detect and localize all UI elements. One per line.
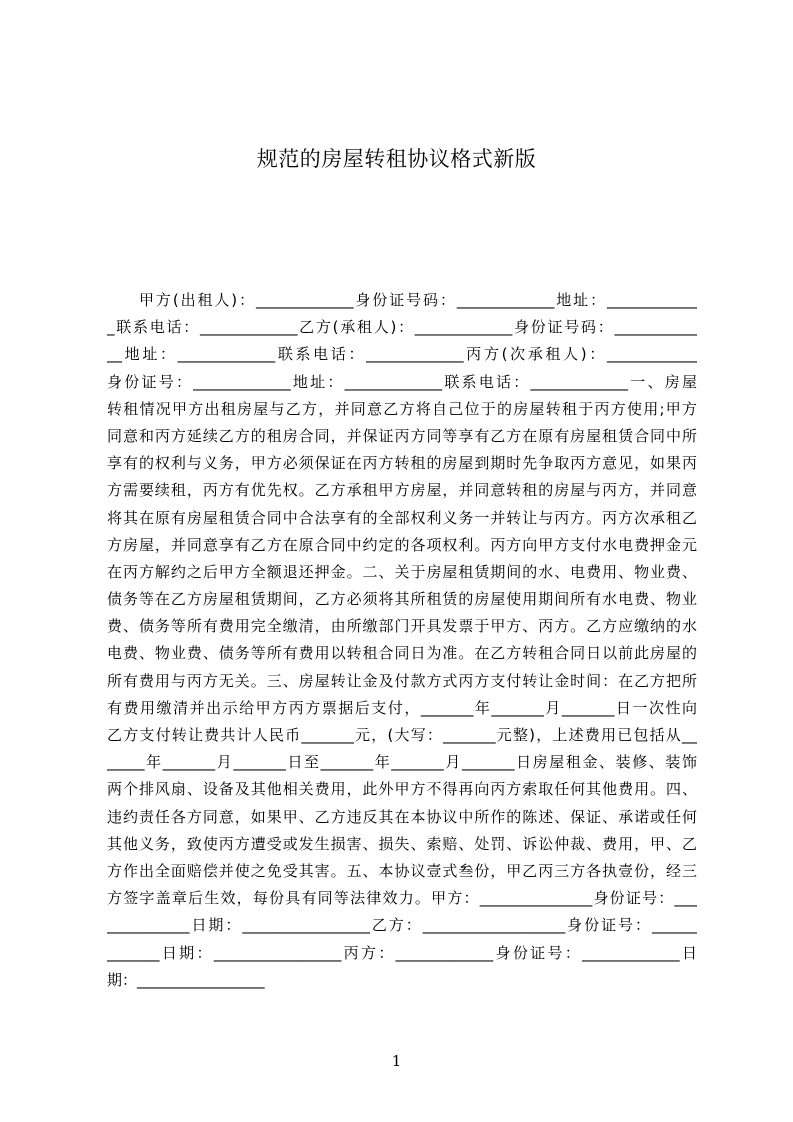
text-line: 其他义务，致使丙方遭受或发生损害、损失、索赔、处罚、诉讼仲裁、费用，甲、乙 bbox=[107, 834, 697, 853]
text-line: 享有的权利与义务，甲方必须保证在丙方转租的房屋到期时先争取丙方意见，如果丙 bbox=[107, 454, 697, 473]
text-line: 方需要续租，丙方有优先权。乙方承租甲方房屋，并同意转租的房屋与丙方，并同意 bbox=[107, 481, 697, 500]
text-line: 同意和丙方延续乙方的租房合同，并保证丙方同等享有乙方在原有房屋租赁合同中所 bbox=[107, 426, 697, 445]
text-line: 债务等在乙方房屋租赁期间，乙方必须将其所租赁的房屋使用期间所有水电费、物业 bbox=[107, 590, 697, 609]
text-line: 违约责任各方同意，如果甲、乙方违反其在本协议中所作的陈述、保证、承诺或任何 bbox=[107, 807, 697, 826]
text-line: 在丙方解约之后甲方全额退还押金。二、关于房屋租赁期间的水、电费用、物业费、 bbox=[107, 562, 697, 581]
agreement-body bbox=[107, 287, 697, 994]
text-line: __地址：_____________联系电话：_____________丙方(次承租人)：____________ bbox=[107, 345, 697, 364]
text-line: 两个排风扇、设备及其他相关费用，此外甲方不得再向丙方索取任何其他费用。四、 bbox=[107, 780, 697, 799]
text-line: 乙方支付转让费共计人民币_______元，(大写：_______元整)，上述费用已包括从__ bbox=[107, 726, 697, 744]
text-line: ___________日期：_________________乙方：___________________身份证号：______ bbox=[107, 916, 697, 935]
text-line: _联系电话：_____________乙方(承租人)：_____________身份证号码：___________ bbox=[107, 318, 697, 337]
text-line: 方房屋，并同意享有乙方在原合同中约定的各项权利。丙方向甲方支付水电费押金元 bbox=[107, 535, 697, 554]
page-number: 1 bbox=[391, 1052, 402, 1070]
text-line: 转租情况甲方出租房屋与乙方，并同意乙方将自己位于的房屋转租于丙方使用;甲方 bbox=[107, 399, 697, 418]
page-title: 规范的房屋转租协议格式新版 bbox=[256, 147, 537, 171]
text-line: 将其在原有房屋租赁合同中合法享有的全部权利义务一并转让与丙方。丙方次承租乙 bbox=[107, 508, 697, 527]
text-line: 身份证号：_____________地址：_____________联系电话：_____________一、房屋 bbox=[107, 372, 697, 391]
text-line: 期：_________________ bbox=[107, 970, 265, 989]
text-line: 费、债务等所有费用完全缴清，由所缴部门开具发票于甲方、丙方。乙方应缴纳的水 bbox=[107, 617, 697, 636]
text-line: 甲方(出租人)：_____________身份证号码：_____________地址：____________ bbox=[139, 291, 697, 309]
text-line: 所有费用与丙方无关。三、房屋转让金及付款方式丙方支付转让金时间：在乙方把所 bbox=[107, 671, 697, 690]
text-line: 方签字盖章后生效，每份具有同等法律效力。甲方：_______________身份证号：___ bbox=[107, 889, 697, 908]
text-line: 有费用缴清并出示给甲方丙方票据后支付，_______年_______月_______日一次性向 bbox=[107, 698, 697, 717]
text-line: _______日期：_________________丙方：_____________身份证号：_____________日 bbox=[107, 943, 697, 962]
text-line: 电费、物业费、债务等所有费用以转租合同日为准。在乙方转租合同日以前此房屋的 bbox=[107, 644, 697, 663]
text-line: 方作出全面赔偿并使之免受其害。五、本协议壹式叁份，甲乙丙三方各执壹份，经三 bbox=[107, 861, 697, 880]
text-line: _____年_______月_______日至_______年_______月_______日房屋租金、装修、装饰 bbox=[107, 753, 697, 772]
